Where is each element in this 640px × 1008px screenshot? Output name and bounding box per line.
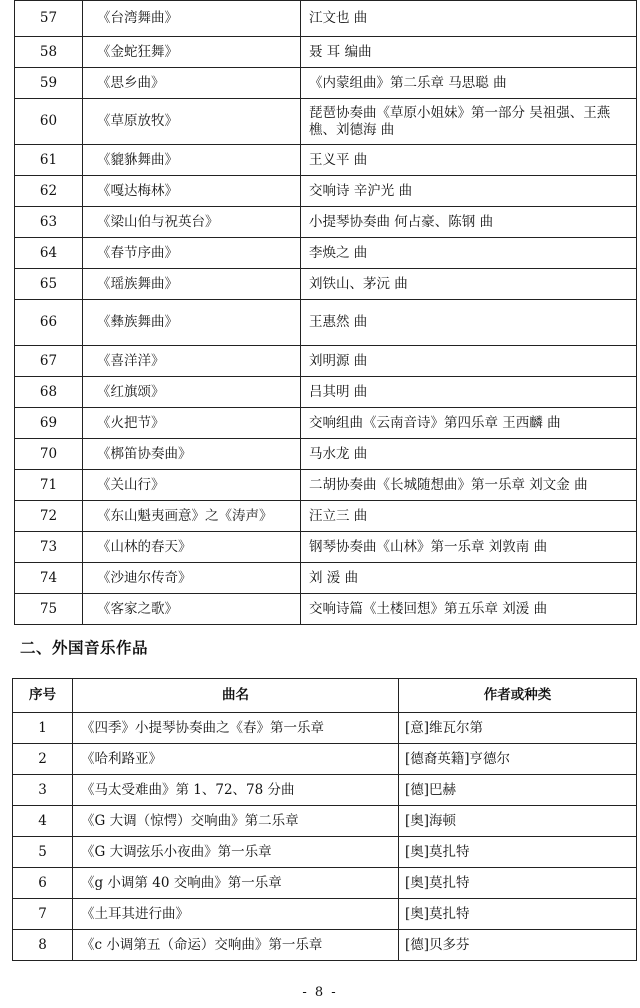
work-title: 《客家之歌》 — [83, 594, 301, 625]
row-number: 4 — [13, 806, 73, 837]
table-row — [15, 563, 637, 594]
table-row — [15, 300, 637, 346]
work-composer: 王义平 曲 — [301, 145, 637, 176]
table-row — [15, 207, 637, 238]
work-composer: 王惠然 曲 — [301, 300, 637, 346]
table-row — [15, 594, 637, 625]
row-number: 60 — [15, 99, 83, 145]
row-number: 3 — [13, 775, 73, 806]
work-title: 《金蛇狂舞》 — [83, 37, 301, 68]
row-number: 57 — [15, 1, 83, 37]
work-composer: 交响诗 辛沪光 曲 — [301, 176, 637, 207]
row-number: 1 — [13, 713, 73, 744]
work-title: 《春节序曲》 — [83, 238, 301, 269]
row-number: 58 — [15, 37, 83, 68]
work-composer: 刘 湲 曲 — [301, 563, 637, 594]
row-number: 73 — [15, 532, 83, 563]
table-row — [13, 837, 637, 868]
work-title: 《G 大调弦乐小夜曲》第一乐章 — [73, 837, 399, 868]
table-row — [15, 99, 637, 145]
foreign-works-table — [12, 678, 637, 961]
work-composer: [奥]莫扎特 — [399, 868, 637, 899]
work-composer: 吕其明 曲 — [301, 377, 637, 408]
work-composer: [德]巴赫 — [399, 775, 637, 806]
work-composer: 钢琴协奏曲《山林》第一乐章 刘敦南 曲 — [301, 532, 637, 563]
work-composer: 聂 耳 编曲 — [301, 37, 637, 68]
table-row — [15, 37, 637, 68]
table-header-row — [13, 679, 637, 713]
work-title: 《思乡曲》 — [83, 68, 301, 99]
table-row — [13, 744, 637, 775]
table-row — [15, 470, 637, 501]
work-composer: 交响组曲《云南音诗》第四乐章 王西麟 曲 — [301, 408, 637, 439]
work-composer: 李焕之 曲 — [301, 238, 637, 269]
work-title: 《c 小调第五（命运）交响曲》第一乐章 — [73, 930, 399, 961]
row-number: 75 — [15, 594, 83, 625]
row-number: 72 — [15, 501, 83, 532]
header-title: 曲名 — [73, 679, 399, 713]
row-number: 70 — [15, 439, 83, 470]
work-composer: 汪立三 曲 — [301, 501, 637, 532]
work-title: 《山林的春天》 — [83, 532, 301, 563]
table-row — [15, 145, 637, 176]
chinese-works-table — [14, 0, 637, 625]
work-title: 《台湾舞曲》 — [83, 1, 301, 37]
work-title: 《火把节》 — [83, 408, 301, 439]
header-number: 序号 — [13, 679, 73, 713]
work-title: 《马太受难曲》第 1、72、78 分曲 — [73, 775, 399, 806]
table-row — [13, 899, 637, 930]
row-number: 8 — [13, 930, 73, 961]
work-composer: [奥]莫扎特 — [399, 837, 637, 868]
row-number: 69 — [15, 408, 83, 439]
row-number: 63 — [15, 207, 83, 238]
work-composer: 二胡协奏曲《长城随想曲》第一乐章 刘文金 曲 — [301, 470, 637, 501]
work-composer: [奥]海顿 — [399, 806, 637, 837]
row-number: 71 — [15, 470, 83, 501]
row-number: 66 — [15, 300, 83, 346]
row-number: 64 — [15, 238, 83, 269]
table-row — [15, 269, 637, 300]
work-composer: 刘明源 曲 — [301, 346, 637, 377]
table-row — [13, 930, 637, 961]
row-number: 65 — [15, 269, 83, 300]
table-row — [13, 775, 637, 806]
row-number: 74 — [15, 563, 83, 594]
table-row — [15, 238, 637, 269]
row-number: 67 — [15, 346, 83, 377]
table-row — [15, 68, 637, 99]
table-row — [15, 439, 637, 470]
work-composer: 《内蒙组曲》第二乐章 马思聪 曲 — [301, 68, 637, 99]
work-title: 《哈利路亚》 — [73, 744, 399, 775]
work-composer: 交响诗篇《土楼回想》第五乐章 刘湲 曲 — [301, 594, 637, 625]
work-composer: [奥]莫扎特 — [399, 899, 637, 930]
work-title: 《东山魁夷画意》之《涛声》 — [83, 501, 301, 532]
page-number: - 8 - — [302, 985, 338, 1000]
row-number: 59 — [15, 68, 83, 99]
table-row — [15, 532, 637, 563]
work-title: 《g 小调第 40 交响曲》第一乐章 — [73, 868, 399, 899]
table-row — [13, 868, 637, 899]
table-row — [15, 346, 637, 377]
row-number: 6 — [13, 868, 73, 899]
row-number: 7 — [13, 899, 73, 930]
work-composer: [德]贝多芬 — [399, 930, 637, 961]
table-row — [13, 713, 637, 744]
work-title: 《嘎达梅林》 — [83, 176, 301, 207]
row-number: 68 — [15, 377, 83, 408]
work-title: 《草原放牧》 — [83, 99, 301, 145]
work-composer: 马水龙 曲 — [301, 439, 637, 470]
row-number: 2 — [13, 744, 73, 775]
row-number: 5 — [13, 837, 73, 868]
work-title: 《彝族舞曲》 — [83, 300, 301, 346]
table-row — [15, 408, 637, 439]
table-row — [15, 377, 637, 408]
row-number: 62 — [15, 176, 83, 207]
work-composer: [意]维瓦尔第 — [399, 713, 637, 744]
table-row — [13, 806, 637, 837]
work-title: 《沙迪尔传奇》 — [83, 563, 301, 594]
row-number: 61 — [15, 145, 83, 176]
work-composer: 小提琴协奏曲 何占豪、陈钢 曲 — [301, 207, 637, 238]
work-title: 《喜洋洋》 — [83, 346, 301, 377]
table-row — [15, 1, 637, 37]
work-title: 《土耳其进行曲》 — [73, 899, 399, 930]
table-row — [15, 501, 637, 532]
work-title: 《G 大调（惊愕）交响曲》第二乐章 — [73, 806, 399, 837]
work-title: 《关山行》 — [83, 470, 301, 501]
work-composer: 江文也 曲 — [301, 1, 637, 37]
work-title: 《四季》小提琴协奏曲之《春》第一乐章 — [73, 713, 399, 744]
table-row — [15, 176, 637, 207]
section-heading: 二、外国音乐作品 — [20, 639, 149, 657]
work-title: 《瑶族舞曲》 — [83, 269, 301, 300]
work-title: 《红旗颂》 — [83, 377, 301, 408]
work-title: 《梁山伯与祝英台》 — [83, 207, 301, 238]
header-composer: 作者或种类 — [399, 679, 637, 713]
work-title: 《貔貅舞曲》 — [83, 145, 301, 176]
work-title: 《梆笛协奏曲》 — [83, 439, 301, 470]
work-composer: 琵琶协奏曲《草原小姐妹》第一部分 吴祖强、王燕樵、刘德海 曲 — [301, 99, 637, 145]
work-composer: [德裔英籍]亨德尔 — [399, 744, 637, 775]
work-composer: 刘铁山、茅沅 曲 — [301, 269, 637, 300]
